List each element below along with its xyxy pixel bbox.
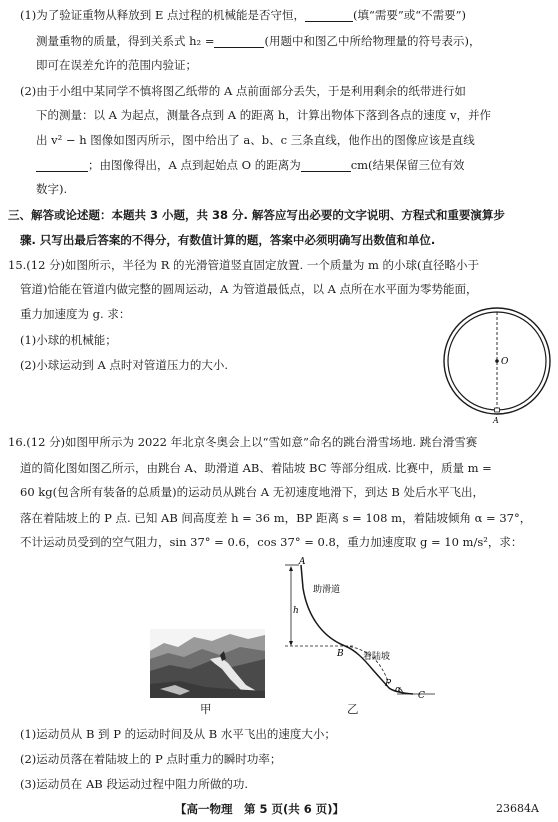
label-P: P — [385, 679, 392, 689]
q15-line3: 重力加速度为 g. 求： — [20, 307, 131, 321]
label-alpha: α — [395, 685, 402, 695]
q16-line4: 落在着陆坡上的 P 点. 已知 AB 间高度差 h = 36 m，BP 距离 s = 108 m，着陆坡倾角 α = 37°， — [20, 511, 532, 525]
q14-part1-line2: 测量重物的质量，得到关系式 h₂ = (用题中和图乙中所给物理量的符号表示)， — [36, 34, 481, 48]
paper-code: 23684A — [496, 802, 539, 815]
label-h: h — [293, 606, 299, 616]
q16-line2: 道的简化图如图乙所示，由跳台 A、助滑道 AB、着陆坡 BC 等部分组成. 比赛中，质量 m = — [20, 461, 492, 475]
figure-jia-caption: 甲 — [200, 702, 212, 716]
q16-sub3: (3)运动员在 AB 段运动过程中阻力所做的功. — [20, 777, 249, 791]
ball-at-A — [495, 408, 500, 412]
ski-jump-photo — [150, 629, 265, 698]
section3-heading-line1: 三、解答或论述题：本题共 3 小题，共 38 分. 解答应写出必要的文字说明、方程式和重要演算步 — [8, 208, 505, 222]
q15-sub2: (2)小球运动到 A 点时对管道压力的大小. — [20, 358, 229, 372]
q14-part1-line1: (1)为了验证重物从释放到 E 点过程的机械能是否守恒， (填“需要”或“不需要”) — [20, 8, 466, 22]
answer-blank — [305, 9, 353, 22]
q16-sub1: (1)运动员从 B 到 P 的运动时间及从 B 水平飞出的速度大小； — [20, 727, 336, 741]
label-A: A — [493, 416, 499, 425]
q16-line3: 60 kg(包含所有装备的总质量)的运动员从跳台 A 无初速度地滑下，到达 B 处后水平飞出， — [20, 485, 484, 499]
label-O: O — [501, 357, 509, 367]
q14-part2-line4: ；由图像得出，A 点到起始点 O 的距离为 cm(结果保留三位有效 — [36, 158, 465, 172]
label-C: C — [418, 691, 425, 701]
label-A: A — [299, 557, 306, 567]
pipe-circle-diagram — [440, 307, 555, 425]
figure-yi-caption: 乙 — [347, 702, 359, 716]
q16-sub2: (2)运动员落在着陆坡上的 P 点时重力的瞬时功率； — [20, 752, 282, 766]
label-zhuhuadao: 助滑道 — [313, 585, 341, 595]
q16-line1: 16.(12 分)如图甲所示为 2022 年北京冬奥会上以“雪如意”命名的跳台滑雪场地. 跳台滑雪赛 — [8, 435, 478, 449]
answer-blank — [36, 159, 88, 172]
page-footer: 【高一物理 第 5 页(共 6 页)】 — [175, 802, 345, 816]
q15-sub1: (1)小球的机械能； — [20, 333, 117, 347]
q14-part2-line2: 下的测量：以 A 为起点，测量各点到 A 的距离 h，计算出物体下落到各点的速度 v，并作 — [36, 108, 491, 122]
answer-blank — [301, 159, 351, 172]
q14-part1-line3: 即可在误差允许的范围内验证； — [36, 58, 197, 72]
answer-blank — [214, 35, 264, 48]
q14-part2-line1: (2)由于小组中某同学不慎将图乙纸带的 A 点前面部分丢失，于是利用剩余的纸带进行如 — [20, 84, 466, 98]
section3-heading-line2: 骤. 只写出最后答案的不得分，有数值计算的题，答案中必须明确写出数值和单位. — [20, 233, 436, 247]
h-arrow-up — [289, 566, 293, 571]
q15-line2: 管道)恰能在管道内做完整的圆周运动，A 为管道最低点，以 A 点所在水平面为零势能面， — [20, 282, 478, 296]
h-arrow-down — [289, 641, 293, 646]
in-run-track — [301, 565, 345, 646]
q14-part2-line3: 出 v² − h 图像如图丙所示，图中给出了 a、b、c 三条直线，他作出的图像应该是直线 — [36, 133, 475, 147]
q14-part2-line5: 数字). — [36, 182, 68, 196]
q16-line5: 不计运动员受到的空气阻力，sin 37° = 0.6，cos 37° = 0.8，重力加速度取 g = 10 m/s²，求： — [20, 535, 523, 549]
center-point — [495, 359, 499, 363]
label-zhuoluopo: 着陆坡 — [363, 652, 391, 662]
ski-track-diagram — [285, 558, 445, 703]
q15-line1: 15.(12 分)如图所示，半径为 R 的光滑管道竖直固定放置. 一个质量为 m 的小球(直径略小于 — [8, 258, 480, 272]
label-B: B — [337, 649, 344, 659]
